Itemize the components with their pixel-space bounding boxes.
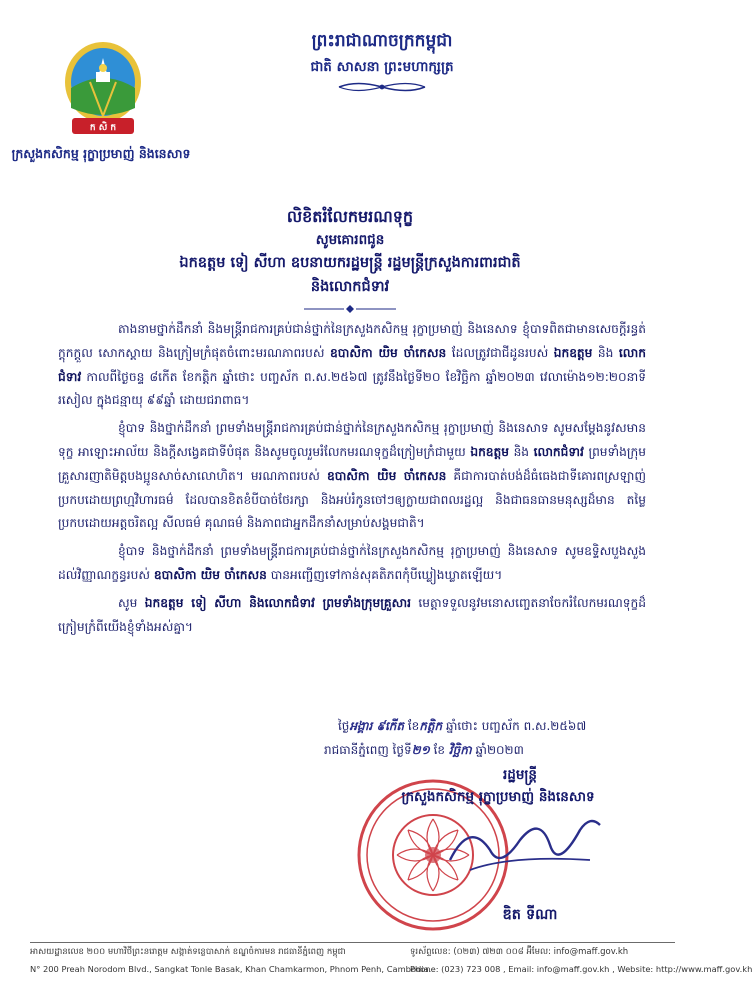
signer-ministry: ក្រសួងកសិកម្ម រុក្ខាប្រមាញ់ និងនេសាទ	[401, 789, 595, 805]
signer-name: ឌិត ទីណា	[502, 906, 558, 923]
title-ornament-icon	[300, 304, 400, 314]
salutation: សូមគោរពជូន	[315, 232, 385, 248]
lunar-date: ថ្ងៃអង្គារ ៩កើត ខែកត្តិក ឆ្នាំថោះ បញ្ចស័ក ព.ស.២៥៦៧	[338, 719, 587, 733]
recipient-line: ឯកឧត្តម ទៀ សីហា ឧបនាយករដ្ឋមន្ត្រី រដ្ឋមន្ត្រីក្រសួងការពារជាតិ	[179, 254, 521, 271]
deceased-name: ឧបាសិកា យិម ចាំកេសន	[330, 345, 447, 360]
footer-address-en: N° 200 Preah Norodom Blvd., Sangkat Tonle Basak, Khan Chamkarmon, Phnom Penh, Cambodia.	[30, 964, 432, 974]
footer-divider	[30, 942, 675, 943]
header-ministry-name: ក្រសួងកសិកម្ម រុក្ខាប្រមាញ់ និងនេសាទ	[11, 146, 191, 161]
paragraph-4: សូម ឯកឧត្តម ទៀ សីហា និងលោកជំទាវ ព្រមទាំងក្រុមគ្រួសារ មេត្តាទទួលនូវមនោសញ្ចេតនាចែករំលែកមរណទុក្ខដ៏ក្រៀមក្រំពីយើងខ្ញុំទាំងអស់គ្នា។	[58, 595, 646, 634]
footer-contact-en: Phone: (023) 723 008 , Email: info@maff.gov.kh , Website: http://www.maff.gov.kh	[410, 964, 752, 974]
ministry-emblem-icon	[62, 38, 144, 140]
signer-title: រដ្ឋមន្ត្រី	[502, 767, 537, 783]
footer-contact-kh: ទូរស័ព្ទលេខ: (០២៣) ៧២៣ ០០៨ អ៊ីមែល: info@maff.gov.kh	[410, 947, 629, 957]
letter-body	[58, 318, 646, 643]
paragraph-2: ខ្ញុំបាទ និងថ្នាក់ដឹកនាំ ព្រមទាំងមន្ត្រីរាជការគ្រប់ជាន់ថ្នាក់នៃក្រសួងកសិកម្ម រុក្ខាប្រមាញ់ និងនេសាទ សូមសម្តែងនូវសមានទុក្ខ អាឡោះអាល័យ និងក្តីសង្វេគជាទីបំផុត និងសូមចូលរួមរំលែកមរណទុក្ខដ៏ក្រៀមក្រំជាមួយ ឯកឧត្តម និង លោកជំទាវ ព្រមទាំងក្រុមគ្រួសារញាតិមិត្តបងប្អូនសាច់សាលោហិត។ មរណភាពរបស់ ឧបាសិកា យិម ចាំកេសន គឺជាការបាត់បង់ដ៏ធំធេងជាទីគោរពស្រឡាញ់ប្រកបដោយព្រហ្មវិហារធម៌ ដែលបានខិតខំបីបាច់ថែរក្សា និងអប់រំកូនចៅៗឲ្យក្លាយជាពលរដ្ឋល្អ និងជាធនធានមនុស្សដ៏មាន តម្លៃប្រកបដោយអត្តចរិតល្អ សីលធម៌ គុណធម៌ និងភាពជាអ្នកដឹកនាំសម្រាប់សង្គមជាតិ។	[58, 421, 646, 531]
emblem-text: ក សិ ក	[89, 123, 117, 133]
footer-address-kh: អាសយដ្ឋានលេខ ២០០ មហាវិថីព្រះនរោត្តម សង្កាត់ទន្លេបាសាក់ ខណ្ឌចំការមន រាជធានីភ្នំពេញ កម្ពុជា	[30, 947, 346, 957]
handwritten-signature-icon	[430, 800, 610, 890]
letter-heading: លិខិតរំលែកមរណទុក្ខ	[286, 207, 414, 226]
deceased-name: ឧបាសិកា យិម ចាំកេសន	[326, 468, 447, 483]
kingdom-title: ព្រះរាជាណាចក្រកម្ពុជា	[311, 31, 453, 51]
paragraph-1: តាងនាមថ្នាក់ដឹកនាំ និងមន្ត្រីរាជការគ្រប់ជាន់ថ្នាក់នៃក្រសួងកសិកម្ម រុក្ខាប្រមាញ់ និងនេសាទ ខ្ញុំបាទពិតជាមានសេចក្តីរន្ធត់ ក្តុកក្តួល សោកស្តាយ និងក្រៀមក្រំផុតចំពោះមរណភាពរបស់ ឧបាសិកា យិម ចាំកេសន ដែលត្រូវជាជីដូនរបស់ ឯកឧត្តម និង លោកជំទាវ កាលពីថ្ងៃចន្ទ ៨កើត ខែកត្តិក ឆ្នាំថោះ បញ្ចស័ក ព.ស.២៥៦៧ ត្រូវនឹងថ្ងៃទី២០ ខែវិច្ឆិកា ឆ្នាំ២០២៣ វេលាម៉ោង១២:២០នាទីរសៀល ក្នុងជន្មាយុ ៩៩ឆ្នាំ ដោយជរាពាធ។	[58, 322, 646, 408]
ornament-divider-icon	[337, 80, 427, 94]
gregorian-date: រាជធានីភ្នំពេញ ថ្ងៃទី២១ ខែ វិច្ឆិកា ឆ្នាំ២០២៣	[324, 743, 524, 757]
recipient-line-2: និងលោកជំទាវ	[310, 278, 390, 295]
national-motto: ជាតិ សាសនា ព្រះមហាក្សត្រ	[310, 59, 454, 75]
paragraph-3: ខ្ញុំបាទ និងថ្នាក់ដឹកនាំ ព្រមទាំងមន្ត្រីរាជការគ្រប់ជាន់ថ្នាក់នៃក្រសួងកសិកម្ម រុក្ខាប្រមាញ់ និងនេសាទ សូមឧទ្ទិសបួងសួងដល់វិញ្ញាណក្ខន្ធរបស់ ឧបាសិកា យិម ចាំកេសន បានអញ្ជើញទៅកាន់សុគតិភពកុំបីឃ្លៀងឃ្លាតឡើយ។	[58, 544, 646, 582]
deceased-name: ឧបាសិកា យិម ចាំកេសន	[153, 567, 267, 582]
